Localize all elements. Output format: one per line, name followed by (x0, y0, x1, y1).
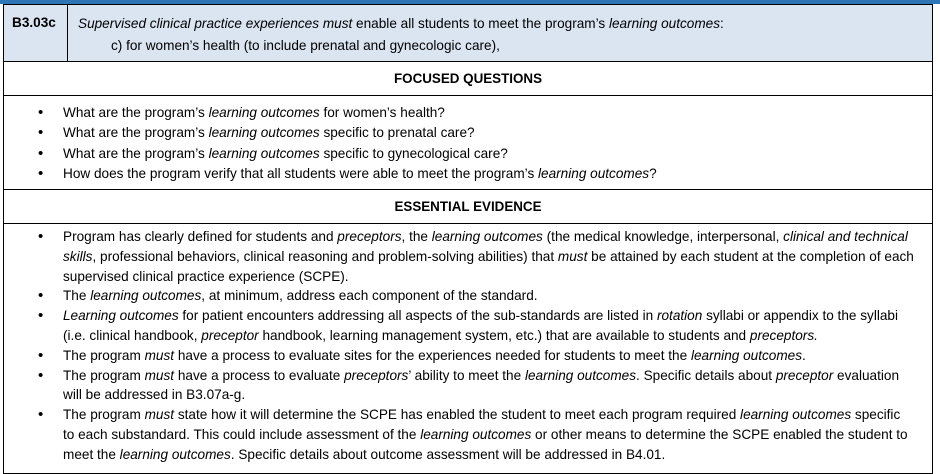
focused-questions-title: FOCUSED QUESTIONS (4, 62, 932, 96)
text-run: preceptor (201, 327, 259, 343)
text-run: What are the program’s (63, 145, 209, 161)
text-run: The (63, 288, 91, 304)
bullet-icon: • (38, 287, 44, 305)
text-run: have a process to evaluate (174, 367, 345, 383)
text-run: learning outcomes (538, 166, 650, 182)
text-run: preceptors (344, 367, 409, 383)
text-run: preceptor (775, 367, 834, 383)
standard-code: B3.03c (4, 5, 68, 61)
text-run: How does the program verify that all students were able to meet the program’s (63, 166, 539, 182)
standard-sub-item: c) for women’s health (to include prenatal and gynecologic care), (111, 38, 500, 53)
bullet-icon: • (38, 346, 44, 364)
evidence-item (4, 286, 932, 306)
text-run: Supervised clinical practice experiences (78, 16, 323, 31)
bullet-icon: • (38, 228, 44, 245)
text-run: ? (649, 166, 657, 182)
text-run: learning outcomes (608, 16, 721, 31)
text-run: specific to prenatal care? (319, 125, 475, 141)
text-run: learning outcomes (431, 229, 543, 244)
standard-text-cell (68, 5, 932, 61)
text-run: . Specific details about (636, 367, 776, 383)
text-run: for patient encounters addressing all aspects of the sub-standards are listed in (178, 308, 657, 324)
text-run: learning outcomes (119, 446, 231, 462)
text-run: , the (401, 229, 432, 244)
text-run: The program (63, 367, 145, 383)
text-run: (the medical knowledge, interpersonal, (542, 229, 784, 244)
text-run: be attained by each student at the completion of each supervised clinical practice experience (SCPE). (63, 248, 914, 284)
evidence-item (4, 306, 932, 346)
text-run: clinical and technical skills (63, 229, 908, 264)
text-run: learning outcomes (208, 145, 320, 161)
text-run: rotation (656, 308, 703, 324)
standard-statement (78, 13, 932, 35)
text-run: for women’s health? (319, 105, 445, 120)
text-run: preceptors (337, 229, 402, 244)
text-run: handbook, learning management system, etc.) that are available to students and (258, 327, 750, 343)
evidence-item (4, 405, 932, 464)
text-run: state how it will determine the SCPE has enabled the student to meet each program required (174, 407, 741, 423)
bullet-icon: • (38, 104, 44, 121)
text-run: What are the program’s (63, 125, 209, 141)
text-run: learning outcomes (524, 367, 637, 383)
text-run: ’ ability to meet the (408, 367, 525, 383)
focused-question-item (4, 123, 932, 143)
text-run: preceptors. (749, 327, 818, 343)
text-run: must (322, 16, 353, 31)
text-run: learning outcomes (208, 125, 320, 141)
text-run: , at minimum, address each component of the standard. (201, 288, 538, 304)
focused-questions-list (4, 100, 932, 185)
bullet-icon: • (38, 124, 44, 142)
focused-questions-cell (4, 96, 932, 190)
text-run: must (144, 347, 175, 363)
text-run: , professional behaviors, clinical reasoning and problem-solving abilities) that (92, 248, 558, 264)
text-run: . (802, 347, 806, 363)
evidence-item (4, 227, 932, 286)
text-run: must (144, 407, 175, 423)
evidence-item (4, 366, 932, 406)
text-run: have a process to evaluate sites for the experiences needed for students to meet the (174, 347, 691, 363)
text-run: evaluation will be addressed in B3.07a-g. (63, 367, 900, 403)
essential-evidence-list (4, 224, 932, 465)
text-run: must (144, 367, 175, 383)
bullet-icon: • (38, 165, 44, 183)
text-run: learning outcomes (420, 426, 532, 442)
essential-evidence-title: ESSENTIAL EVIDENCE (4, 190, 932, 224)
evidence-item (4, 346, 932, 366)
text-run: The program (63, 347, 145, 363)
standard-table (3, 4, 933, 474)
text-run: Program has clearly defined for students and (63, 229, 338, 244)
text-run: Learning outcomes (63, 308, 179, 324)
text-run: syllabi or appendix to the syllabi (i.e. clinical handbook, (63, 308, 899, 343)
standard-header-row (4, 5, 932, 62)
text-run: or other means to determine the SCPE enabled the student to meet the (63, 426, 908, 462)
bullet-icon: • (38, 307, 44, 325)
text-run: The program (63, 407, 145, 423)
text-run: specific to each substandard. This could include assessment of the (63, 407, 901, 442)
text-run: learning outcomes (208, 105, 320, 120)
text-run: learning outcomes (90, 288, 202, 304)
text-run: enable all students to meet the program’s (352, 16, 609, 31)
text-run: must (557, 248, 588, 264)
text-run: learning outcomes (740, 407, 852, 423)
text-run: What are the program’s (63, 105, 209, 120)
bullet-icon: • (38, 406, 44, 424)
text-run: learning outcomes (690, 347, 803, 363)
text-run: : (720, 16, 724, 31)
focused-question-item (4, 103, 932, 123)
bullet-icon: • (38, 144, 44, 162)
focused-question-item (4, 144, 932, 164)
text-run: specific to gynecological care? (319, 145, 508, 161)
bullet-icon: • (38, 366, 44, 384)
focused-question-item (4, 164, 932, 184)
text-run: . Specific details about outcome assessment will be addressed in B4.01. (230, 446, 666, 462)
essential-evidence-cell (4, 224, 932, 465)
